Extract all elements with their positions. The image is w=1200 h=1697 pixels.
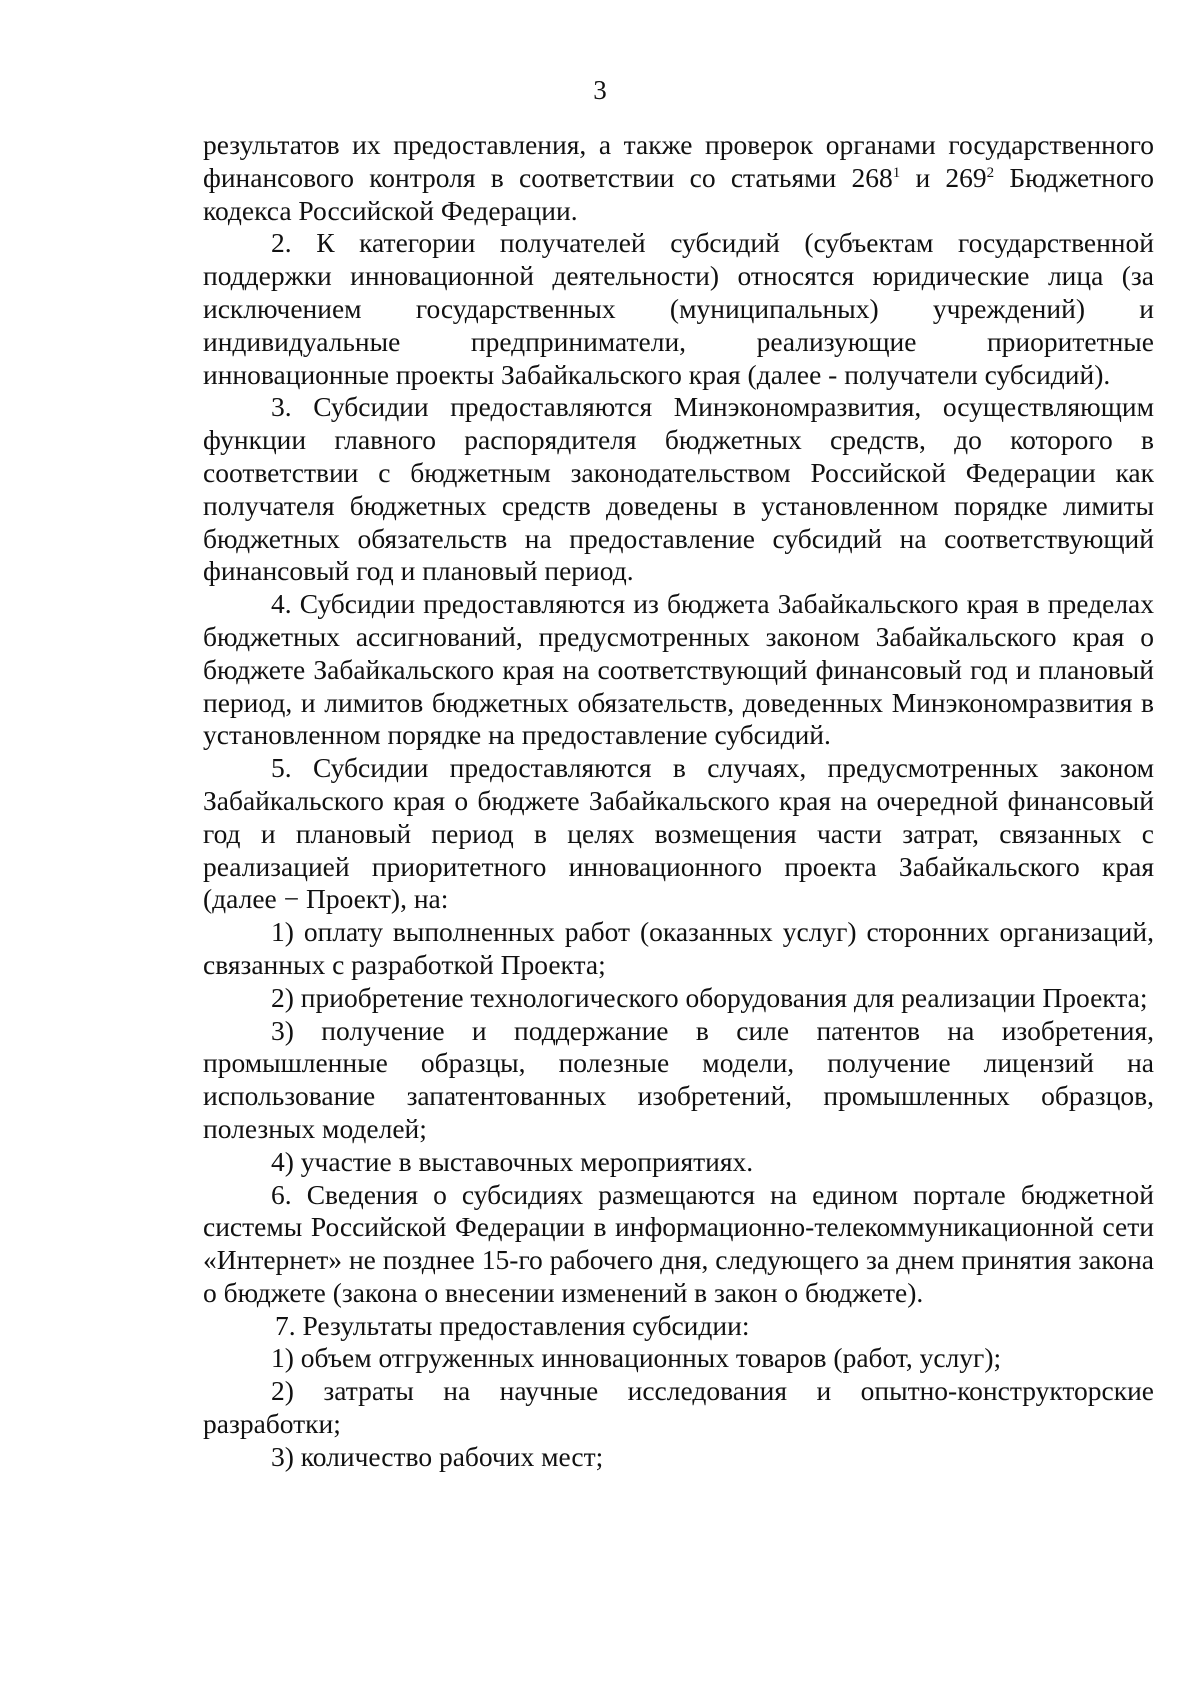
paragraph-3: 3. Субсидии предоставляются Минэкономразвития, осуществляющим функции главного распорядителя бюджетных средств, до которого в соответствии с бюджетным законодательством Российской Федерации как получателя бюджетных средств доведены в установленном порядке лимиты бюджетных обязательств на предоставление субсидий на соответствующий финансовый год и плановый период. — [203, 391, 1154, 587]
paragraph-continuation — [203, 129, 1154, 227]
document-body — [203, 129, 1154, 1474]
list-item-5-3: 3) получение и поддержание в силе патентов на изобретения, промышленные образцы, полезные модели, получение лицензий на использование запатентованных изобретений, промышленных образцов, полезных моделей; — [203, 1014, 1154, 1144]
list-item-5-2: 2) приобретение технологического оборудования для реализации Проекта; — [271, 981, 1148, 1013]
paragraph-5: 5. Субсидии предоставляются в случаях, предусмотренных законом Забайкальского края о бюджете Забайкальского края на очередной финансовый год и плановый период в целях возмещения части затрат, связанных с реализацией приоритетного инновационного проекта Забайкальского края (далее − Проект), на: — [203, 752, 1154, 915]
paragraph-text: и 269 — [900, 161, 987, 193]
list-item-5-4: 4) участие в выставочных мероприятиях. — [271, 1145, 754, 1177]
list-item-7-1: 1) объем отгруженных инновационных товаров (работ, услуг); — [271, 1342, 1002, 1374]
page-number: 3 — [593, 75, 607, 105]
paragraph-text: Бюджетного кодекса Российской Федерации. — [203, 161, 1154, 226]
list-item-5-1: 1) оплату выполненных работ (оказанных услуг) сторонних организаций, связанных с разработкой Проекта; — [203, 916, 1154, 980]
paragraph-text: результатов их предоставления, а также проверок органами государственного финансового контроля в соответствии со статьями 268 — [203, 129, 1154, 193]
list-item-7-3: 3) количество рабочих мест; — [271, 1440, 604, 1472]
footnote-superscript: 2 — [986, 164, 995, 181]
paragraph-6: 6. Сведения о субсидиях размещаются на едином портале бюджетной системы Российской Федерации в информационно-телекоммуникационной сети «Интернет» не позднее 15-го рабочего дня, следующего за днем принятия закона о бюджете (закона о внесении изменений в закон о бюджете). — [203, 1178, 1154, 1308]
paragraph-7: 7. Результаты предоставления субсидии: — [275, 1309, 750, 1341]
paragraph-2: 2. К категории получателей субсидий (субъектам государственной поддержки инновационной деятельности) относятся юридические лица (за исключением государственных (муниципальных) учреждений) и индивидуальные предприниматели, реализующие приоритетные инновационные проекты Забайкальского края (далее - получатели субсидий). — [203, 227, 1154, 390]
paragraph-4: 4. Субсидии предоставляются из бюджета Забайкальского края в пределах бюджетных ассигнований, предусмотренных законом Забайкальского края о бюджете Забайкальского края на соответствующий финансовый год и плановый период, и лимитов бюджетных обязательств, доведенных Минэкономразвития в установленном порядке на предоставление субсидий. — [203, 588, 1154, 751]
footnote-superscript: 1 — [892, 164, 901, 181]
list-item-7-2: 2) затраты на научные исследования и опытно-конструкторские разработки; — [203, 1375, 1154, 1440]
